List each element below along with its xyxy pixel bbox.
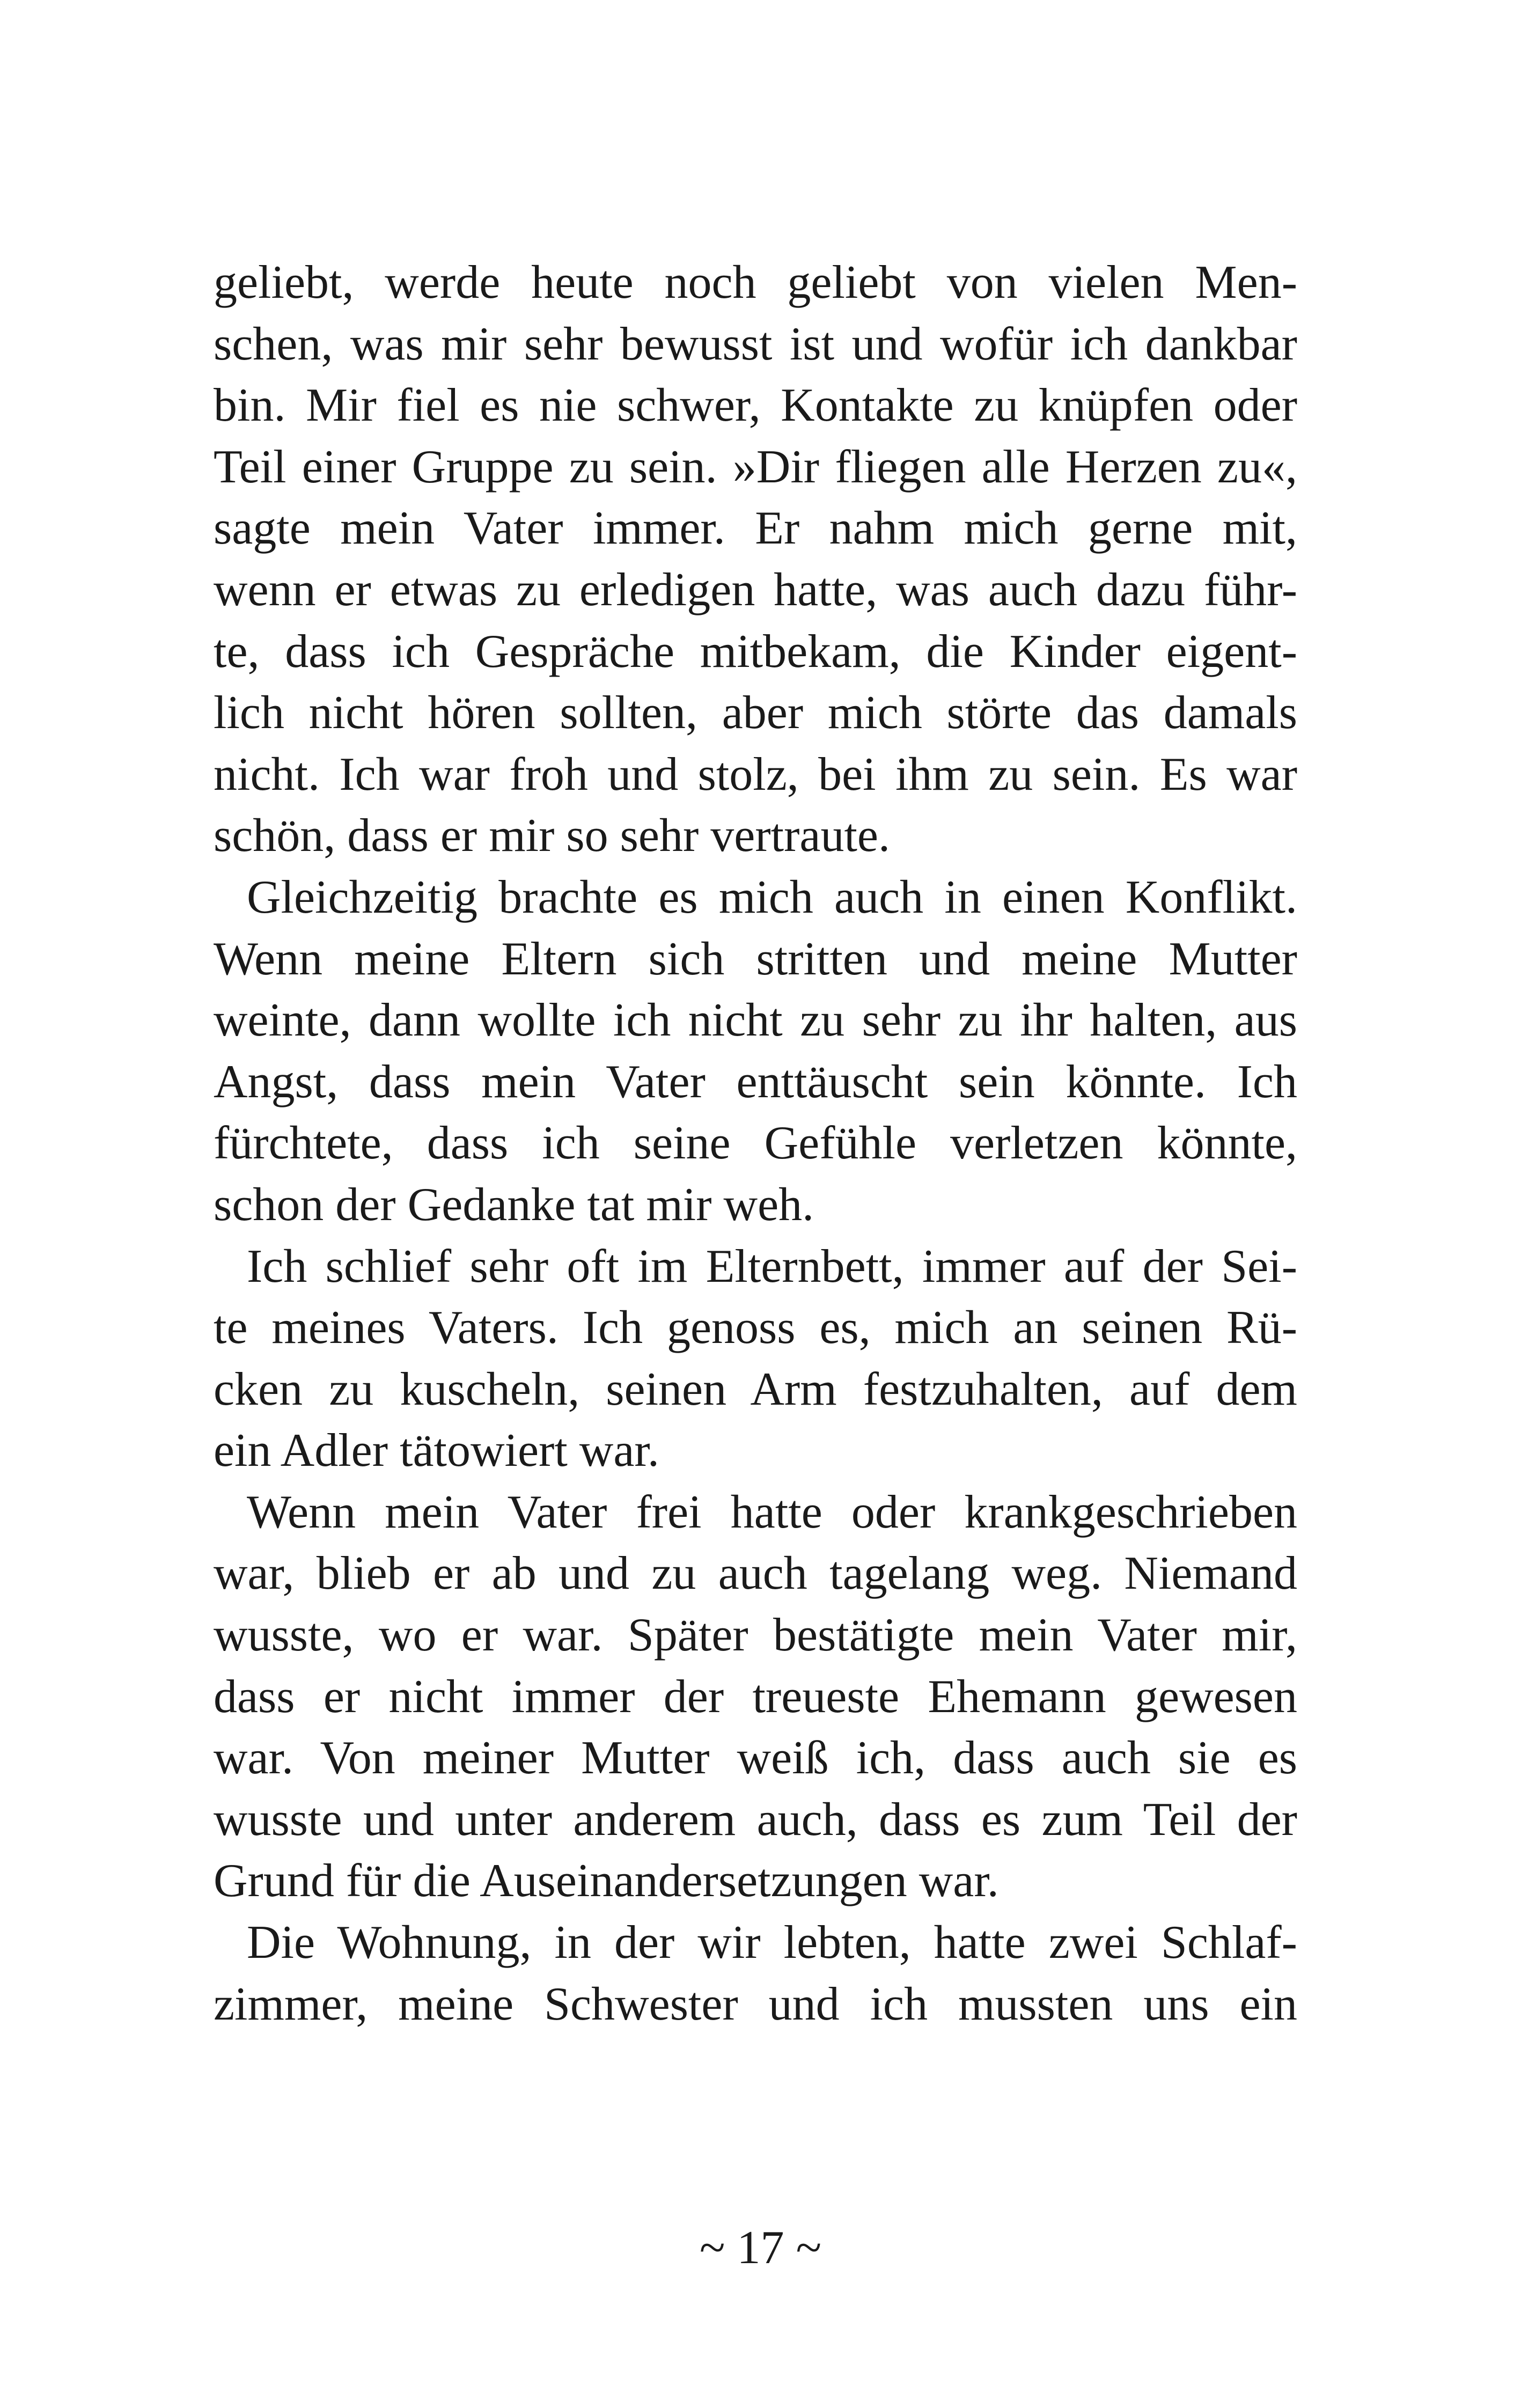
text-line: cken zu kuscheln, seinen Arm festzuhalten, auf dem — [214, 1363, 1297, 1415]
text-line: Wenn meine Eltern sich stritten und meine Mutter — [214, 933, 1297, 985]
text-line: ein Adler tätowiert war. — [214, 1425, 659, 1477]
text-line: fürchtete, dass ich seine Gefühle verletzen könnte, — [214, 1117, 1297, 1170]
text-line: lich nicht hören sollten, aber mich störte das damals — [214, 687, 1297, 739]
paragraph-first-line: Ich schlief sehr oft im Elternbett, immer auf der Sei- — [247, 1240, 1297, 1293]
paragraph-first-line: Gleichzeitig brachte es mich auch in einen Konflikt. — [247, 871, 1297, 923]
page-number: ~ 17 ~ — [699, 2222, 822, 2274]
text-line: Angst, dass mein Vater enttäuscht sein könnte. Ich — [214, 1055, 1297, 1108]
text-line: schön, dass er mir so sehr vertraute. — [214, 810, 890, 862]
text-line: dass er nicht immer der treueste Ehemann gewesen — [214, 1670, 1297, 1723]
text-line: Grund für die Auseinandersetzungen war. — [214, 1855, 999, 1907]
text-line: weinte, dann wollte ich nicht zu sehr zu ihr halten, aus — [214, 994, 1297, 1047]
body-text — [214, 252, 1297, 2035]
text-line: war, blieb er ab und zu auch tagelang weg. Niemand — [214, 1547, 1297, 1600]
text-line: te meines Vaters. Ich genoss es, mich an seinen Rü- — [214, 1302, 1297, 1354]
paragraph-first-line: Die Wohnung, in der wir lebten, hatte zwei Schlaf- — [247, 1917, 1297, 1969]
text-line: war. Von meiner Mutter weiß ich, dass auch sie es — [214, 1732, 1297, 1785]
text-line: bin. Mir fiel es nie schwer, Kontakte zu knüpfen oder — [214, 379, 1297, 432]
text-line: Teil einer Gruppe zu sein. »Dir fliegen alle Herzen zu«, — [214, 441, 1297, 493]
text-line: te, dass ich Gespräche mitbekam, die Kinder eigent- — [214, 625, 1297, 678]
text-line: schen, was mir sehr bewusst ist und wofür ich dankbar — [214, 318, 1297, 370]
text-line: wusste, wo er war. Später bestätigte mein Vater mir, — [214, 1609, 1297, 1662]
text-line: wenn er etwas zu erledigen hatte, was auch dazu führ- — [214, 563, 1297, 616]
text-line: geliebt, werde heute noch geliebt von vielen Men- — [214, 256, 1297, 309]
text-line: schon der Gedanke tat mir weh. — [214, 1178, 814, 1231]
paragraph-first-line: Wenn mein Vater frei hatte oder krankgeschrieben — [247, 1486, 1297, 1538]
text-line: zimmer, meine Schwester und ich mussten uns ein — [214, 1978, 1297, 2030]
text-line: sagte mein Vater immer. Er nahm mich gerne mit, — [214, 502, 1297, 555]
text-line: nicht. Ich war froh und stolz, bei ihm zu sein. Es war — [214, 748, 1297, 801]
text-line: wusste und unter anderem auch, dass es zum Teil der — [214, 1793, 1297, 1846]
